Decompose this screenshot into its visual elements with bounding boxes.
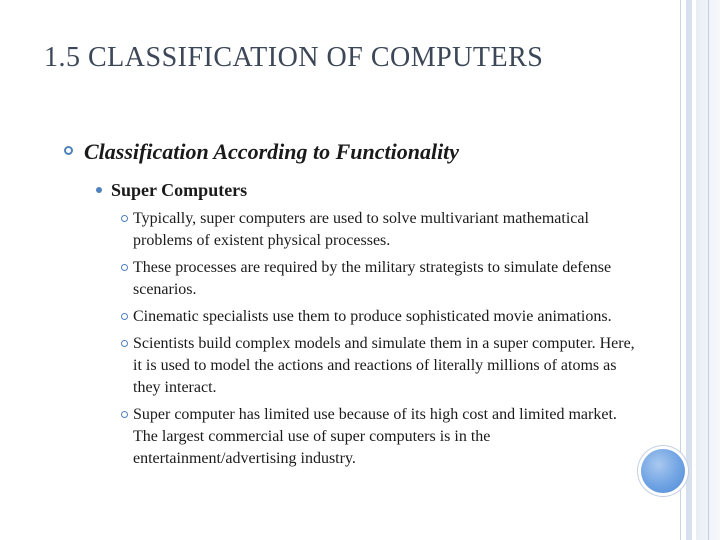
subheading-item	[60, 178, 640, 202]
decorative-circle-icon	[641, 449, 685, 493]
point-text: Scientists build complex models and simulate them in a super computer. Here, it is used to model the actions and reactions of literally millions of atoms as they interact.	[133, 335, 635, 396]
slide-title: 1.5 CLASSIFICATION OF COMPUTERS	[44, 42, 544, 73]
heading-text: Classification According to Functionality	[84, 139, 460, 164]
heading-item	[60, 138, 640, 166]
subheading-text: Super Computers	[111, 180, 248, 200]
small-ring-bullet-icon	[121, 340, 128, 347]
list-item	[60, 257, 640, 301]
ring-bullet-icon	[64, 146, 73, 155]
small-ring-bullet-icon	[121, 215, 128, 222]
list-item	[60, 208, 640, 252]
point-text: These processes are required by the military strategists to simulate defense scenarios.	[133, 259, 612, 298]
side-divider	[708, 0, 709, 540]
side-band	[686, 0, 692, 540]
points-list	[60, 208, 640, 470]
dot-bullet-icon	[96, 187, 102, 193]
list-item	[60, 333, 640, 399]
point-text: Super computer has limited use because of its high cost and limited market. The largest commercial use of super computers is in the entertainment/advertising industry.	[133, 406, 617, 467]
small-ring-bullet-icon	[121, 313, 128, 320]
small-ring-bullet-icon	[121, 411, 128, 418]
point-text: Typically, super computers are used to solve multivariant mathematical problems of existent physical processes.	[133, 210, 589, 249]
slide-content	[60, 138, 640, 475]
small-ring-bullet-icon	[121, 264, 128, 271]
list-item	[60, 404, 640, 470]
point-text: Cinematic specialists use them to produce sophisticated movie animations.	[133, 308, 612, 325]
list-item	[60, 306, 640, 328]
